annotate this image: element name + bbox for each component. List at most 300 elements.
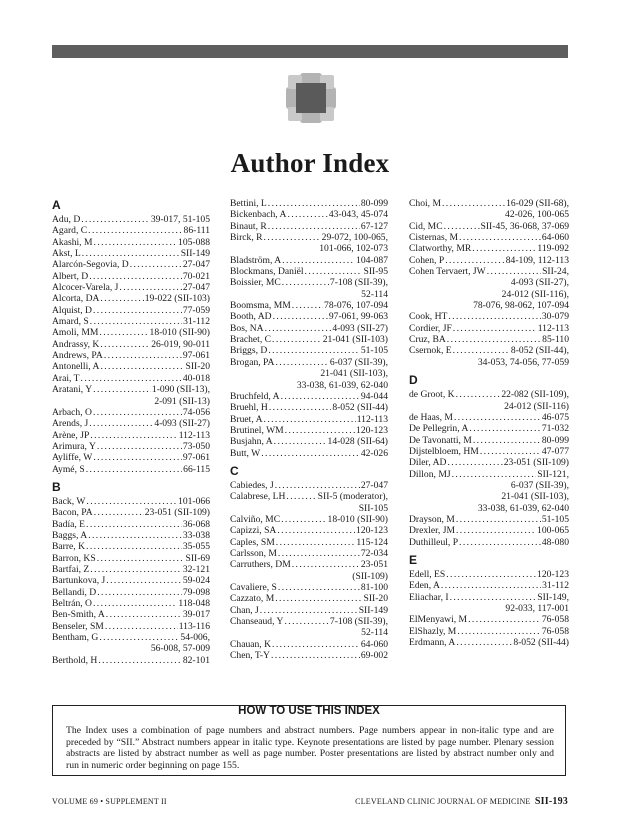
page-references: 19-022 (SII-103) (144, 293, 210, 305)
page-references: 8-052 (SII-44) (332, 402, 388, 414)
page-references: 85-110 (542, 334, 569, 346)
index-column-1 (52, 198, 210, 666)
leader-dots (459, 232, 541, 243)
leader-dots (487, 266, 541, 277)
leader-dots (94, 507, 144, 518)
author-name: Cavaliere, S (230, 582, 277, 593)
index-entry (409, 334, 569, 345)
leader-dots (105, 621, 178, 632)
index-entry (409, 446, 569, 457)
page-references: 46-075 (541, 411, 569, 423)
how-to-use-text: The Index uses a combination of page numbers and abstract numbers. Page numbers appear in non-italic type and are preceded by “SII.” Abstract numbers appear in italic type. Keynote presentations are listed by page number. Plenary session abstracts are listed by abstract number as well as page number. Poster presentations are listed by abstract number only and run in numeric order beginning on page 155. (66, 725, 554, 771)
index-entry (230, 255, 388, 266)
author-name: Boissier, MC (230, 277, 281, 289)
author-name: Cordier, JF (409, 322, 452, 334)
page-references: 73-050 (182, 440, 210, 452)
footer-page-number: SII-193 (534, 796, 568, 807)
author-name: De Tavonatti, M (409, 434, 472, 446)
section-letter: B (52, 479, 61, 494)
leader-dots (285, 425, 355, 436)
leader-dots (130, 259, 182, 270)
section-letter: A (52, 198, 61, 212)
page-references: 31-112 (542, 580, 569, 592)
author-name: Cisternas, M (409, 232, 459, 244)
author-name: Ben-Smith, A (52, 609, 105, 621)
index-entry (230, 593, 388, 604)
page-references-continued: (SII-109) (352, 570, 388, 582)
leader-dots (447, 457, 502, 468)
page-references: 70-021 (182, 270, 210, 282)
index-entry (230, 391, 388, 402)
author-name: Agard, C (52, 225, 88, 237)
index-entry (52, 373, 210, 384)
index-entry (409, 457, 569, 468)
footer-journal (355, 796, 568, 807)
index-entry (52, 305, 210, 316)
author-name: ElShazly, M (409, 625, 457, 637)
page-references: 100-065 (537, 525, 569, 537)
page-references: 101-066 (178, 495, 210, 507)
author-name: Akst, L (52, 248, 81, 260)
author-name: Dillon, MJ (409, 468, 451, 480)
author-name: Bacon, PA (52, 507, 93, 519)
page-references: 8-052 (SII-44), (510, 345, 569, 357)
author-name: Choi, M (409, 198, 441, 209)
author-name: Dijstelbloem, HM (409, 445, 479, 457)
index-entry (230, 414, 388, 425)
index-entry (409, 412, 569, 423)
leader-dots (275, 593, 362, 604)
index-entry (52, 655, 210, 666)
author-name: Chen, T-Y (230, 650, 270, 662)
author-name: de Groot, K (409, 389, 455, 401)
leader-dots (86, 496, 177, 507)
leader-dots (453, 323, 537, 334)
page-references: 23-051 (SII-109) (144, 507, 210, 519)
author-name: Clatworthy, MR (409, 243, 472, 255)
author-name: Amard, S (52, 316, 89, 328)
page-references: 33-038 (182, 529, 210, 541)
index-entry (52, 575, 210, 586)
page-references-continued: 33-038, 61-039, 62-040 (296, 379, 388, 391)
author-name: Baggs, A (52, 529, 88, 541)
page-references: 78-076, 107-094 (324, 300, 388, 312)
index-entry (52, 225, 210, 236)
author-name: Ayliffe, W (52, 452, 93, 464)
page-references: 23-051 (SII-109) (503, 457, 569, 469)
leader-dots (89, 271, 182, 282)
author-name: Barre, K (52, 541, 86, 553)
author-name: Arbach, O (52, 406, 92, 418)
leader-dots (277, 525, 355, 536)
page-references: 16-029 (SII-68), (506, 198, 569, 209)
page-references: 51-105 (360, 345, 388, 357)
index-entry (230, 650, 388, 661)
page-references: 8-052 (SII-44) (513, 637, 569, 649)
page-references: 119-092 (537, 243, 569, 255)
page-references: 35-055 (182, 541, 210, 553)
author-name: Berthold, H (52, 654, 98, 666)
page-references: 72-034 (360, 547, 388, 559)
author-name: Capizzi, SA (230, 525, 277, 537)
author-name: Bos, NA (230, 322, 264, 334)
author-name: Boomsma, MM (230, 300, 291, 312)
index-entry (409, 469, 569, 480)
author-name: Butt, W (230, 447, 261, 459)
author-name: Arène, JP (52, 429, 90, 441)
index-entry (230, 616, 388, 627)
leader-dots (268, 198, 360, 209)
leader-dots (100, 339, 150, 350)
page-references: SII-149 (180, 248, 210, 260)
author-name: De Pellegrin, A (409, 423, 469, 435)
footer-volume: VOLUME 69 • SUPPLEMENT II (52, 797, 167, 806)
page-references: 80-099 (541, 434, 569, 446)
leader-dots (81, 373, 182, 384)
leader-dots (286, 491, 316, 502)
page-references: SII-121, (537, 468, 569, 480)
index-entry (409, 592, 569, 603)
page-references: 112-113 (178, 429, 210, 441)
page-references: 84-109, 112-113 (505, 254, 569, 266)
page-references: 74-056 (182, 406, 210, 418)
page-references: 76-058 (541, 614, 569, 626)
leader-dots (82, 248, 180, 259)
author-name: Alquist, D (52, 304, 92, 316)
index-entry (52, 214, 210, 225)
leader-dots (104, 350, 182, 361)
leader-dots (472, 243, 536, 254)
author-name: Drexler, JM (409, 525, 455, 537)
page-references: 29-072, 100-065, (321, 232, 388, 244)
author-name: Alcorta, DA (52, 293, 100, 305)
page-references-continued: SII-105 (358, 502, 388, 514)
author-name: Chanseaud, Y (230, 616, 284, 628)
index-entry (409, 255, 569, 266)
page-references-continued: 52-114 (361, 627, 388, 639)
index-entry (52, 237, 210, 248)
leader-dots (457, 626, 540, 637)
leader-dots (452, 469, 537, 480)
index-entry (230, 639, 388, 650)
index-entry (409, 232, 569, 243)
index-entry (409, 266, 569, 277)
index-entry (230, 198, 388, 209)
index-entry (230, 311, 388, 322)
index-entry (409, 614, 569, 625)
author-name: Alcocer-Varela, J (52, 282, 119, 294)
leader-dots (97, 553, 185, 564)
index-entry (230, 436, 388, 447)
page-references-continued: 52-114 (361, 288, 388, 300)
index-entry (409, 580, 569, 591)
leader-dots (456, 637, 512, 648)
page-references: 115-124 (356, 536, 388, 548)
page-references: 40-018 (182, 372, 210, 384)
index-entry (230, 345, 388, 356)
index-entry (52, 632, 210, 643)
page-references: 23-051 (360, 559, 388, 571)
leader-dots (442, 198, 505, 209)
leader-dots (276, 537, 356, 548)
index-entry (230, 402, 388, 413)
index-entry (409, 525, 569, 536)
leader-dots (100, 361, 184, 372)
page-references: 66-115 (183, 463, 210, 475)
page-references-continued: 21-041 (SII-103), (501, 491, 569, 503)
leader-dots (278, 548, 360, 559)
page-references: 39-017 (182, 609, 210, 621)
index-entry (52, 496, 210, 507)
author-name: Calviño, MC (230, 513, 281, 525)
page-title: Author Index (230, 148, 390, 178)
page-references: 120-123 (356, 424, 388, 436)
author-name: Bartunkova, J (52, 575, 106, 587)
page-references: SII-5 (moderator), (317, 491, 388, 503)
author-name: Beltrán, O (52, 598, 92, 609)
author-name: Bartfai, Z (52, 563, 90, 575)
page-references: 1-090 (SII-13), (151, 384, 210, 396)
page-references-continued: 34-053, 74-056, 77-059 (477, 356, 569, 368)
index-entry (230, 491, 388, 502)
index-entry (230, 525, 388, 536)
leader-dots (278, 582, 360, 593)
page-references: 97-061 (182, 350, 210, 362)
author-name: Brutinel, WM (230, 424, 284, 436)
leader-dots (445, 255, 505, 266)
footer-journal-name: CLEVELAND CLINIC JOURNAL OF MEDICINE (355, 797, 531, 806)
index-entry (409, 626, 569, 637)
leader-dots (282, 255, 355, 266)
author-name: Bladström, A (230, 254, 282, 266)
author-name: Busjahn, A (230, 436, 273, 448)
index-entry (230, 514, 388, 525)
page-references: 94-044 (360, 390, 388, 402)
author-name: Albert, D (52, 270, 89, 282)
page-references: 81-100 (360, 582, 388, 593)
page-references: 54-006, (180, 632, 210, 644)
leader-dots (272, 639, 360, 650)
leader-dots (264, 414, 356, 425)
index-entry (409, 198, 569, 209)
page-references-continued: 78-076, 98-062, 107-094 (473, 300, 569, 312)
section-letter: D (409, 373, 418, 388)
author-name: Bentham, G (52, 632, 99, 644)
author-name: Cid, MC (409, 220, 443, 232)
page-references: 47-077 (541, 445, 569, 457)
index-entry (52, 271, 210, 282)
index-entry (52, 339, 210, 350)
page-references-continued: 56-008, 57-009 (150, 643, 210, 655)
leader-dots (268, 221, 360, 232)
index-entry (52, 452, 210, 463)
author-name: Bickenbach, A (230, 209, 287, 221)
page-references: 59-024 (182, 575, 210, 587)
author-name: Csernok, E (409, 345, 452, 357)
leader-dots (90, 316, 182, 327)
index-entry (409, 389, 569, 400)
page-references: 7-108 (SII-39), (329, 277, 388, 289)
author-name: Adu, D (52, 214, 81, 225)
index-entry (52, 327, 210, 338)
leader-dots (265, 323, 332, 334)
page-references: 112-113 (537, 322, 569, 334)
index-entry (230, 605, 388, 616)
page-references: 64-060 (360, 638, 388, 650)
author-name: Benseler, SM (52, 620, 104, 632)
author-name: de Haas, M (409, 411, 453, 423)
author-name: Bettini, L (230, 198, 267, 209)
index-entry (230, 559, 388, 570)
index-entry (409, 637, 569, 648)
page-references: SII-95 (363, 266, 388, 278)
author-name: Cazzato, M (230, 593, 275, 605)
how-to-use-title: HOW TO USE THIS INDEX (238, 705, 380, 717)
page-references: 112-113 (356, 413, 388, 425)
index-entry (409, 323, 569, 334)
leader-dots (282, 277, 329, 288)
page-references: 6-037 (SII-39), (329, 356, 388, 368)
author-name: Amoli, MM (52, 327, 99, 339)
leader-dots (93, 598, 177, 609)
index-entry (52, 519, 210, 530)
leader-dots (93, 384, 151, 395)
index-entry (52, 248, 210, 259)
section-letter: E (409, 552, 418, 567)
leader-dots (90, 430, 177, 441)
leader-dots (468, 614, 541, 625)
author-name: Bruet, A (230, 413, 263, 425)
author-name: Eden, A (409, 580, 440, 592)
index-entry (409, 514, 569, 525)
page-references: 18-010 (SII-90) (149, 327, 210, 339)
page-references-continued: 33-038, 61-039, 62-040 (477, 502, 569, 514)
leader-dots (86, 519, 182, 530)
page-references: 27-047 (360, 479, 388, 491)
leader-dots (454, 412, 541, 423)
page-references: 39-017, 51-105 (150, 214, 210, 225)
page-references: 21-041 (SII-103) (322, 334, 388, 346)
leader-dots (456, 514, 541, 525)
index-entry (52, 530, 210, 541)
index-entry (230, 537, 388, 548)
author-name: Binaut, R (230, 220, 267, 232)
index-entry (52, 564, 210, 575)
index-entry (52, 441, 210, 452)
index-entry (230, 548, 388, 559)
page-references: 18-010 (SII-90) (327, 513, 388, 525)
page-references: SII-149 (358, 604, 388, 616)
author-name: Calabrese, LH (230, 491, 286, 503)
author-name: Aratani, Y (52, 384, 93, 396)
author-name: Cruz, BA (409, 334, 446, 346)
index-entry (52, 609, 210, 620)
leader-dots (453, 345, 510, 356)
page-references: 42-026 (360, 447, 388, 459)
author-name: Carruthers, DM (230, 559, 291, 571)
author-name: Duthilleul, P (409, 536, 459, 548)
page-references: 4-093 (SII-27) (332, 322, 388, 334)
index-entry (409, 435, 569, 446)
page-references: 80-099 (360, 198, 388, 209)
author-name: Bruchfeld, A (230, 390, 280, 402)
leader-dots (446, 569, 536, 580)
author-name: Arends, J (52, 418, 89, 430)
page-references-continued: 42-026, 100-065 (505, 209, 569, 221)
page-references: 30-079 (541, 311, 569, 323)
author-name: Cohen, P (409, 254, 445, 266)
leader-dots (97, 441, 182, 452)
leader-dots (441, 580, 541, 591)
page-references-continued: 101-066, 102-073 (319, 243, 388, 255)
author-name: Caples, SM (230, 536, 275, 548)
leader-dots (275, 357, 328, 368)
page-references: 86-111 (183, 225, 210, 237)
author-name: Drayson, M (409, 513, 455, 525)
page-references: 97-061 (182, 452, 210, 464)
author-name: Birck, R (230, 232, 263, 244)
leader-dots (444, 221, 480, 232)
leader-dots (106, 575, 182, 586)
page-references: 79-098 (182, 586, 210, 598)
author-name: Badía, E (52, 518, 86, 530)
leader-dots (269, 402, 331, 413)
page-references: 22-082 (SII-109), (501, 389, 569, 401)
page-references: SII-69 (185, 552, 210, 564)
index-entry (52, 407, 210, 418)
index-entry (230, 221, 388, 232)
leader-dots (447, 334, 541, 345)
index-entry (52, 507, 210, 518)
author-name: Booth, AD (230, 311, 272, 323)
page-references: 48-080 (541, 536, 569, 548)
author-name: ElMenyawi, M (409, 614, 468, 626)
page-references: 36-068 (182, 518, 210, 530)
page-references: SII-45, 36-068, 37-069 (480, 220, 569, 232)
leader-dots (81, 214, 150, 225)
leader-dots (473, 435, 541, 446)
index-entry (52, 464, 210, 475)
index-entry (52, 361, 210, 372)
index-entry (409, 221, 569, 232)
page-references-continued: 2-091 (SII-13) (154, 395, 210, 407)
leader-dots (264, 232, 321, 243)
leader-dots (268, 345, 360, 356)
index-column-2 (230, 198, 388, 661)
page-references: 14-028 (SII-64) (327, 436, 388, 448)
index-entry (52, 350, 210, 361)
leader-dots (119, 282, 181, 293)
index-entry (409, 345, 569, 356)
page-references: 51-105 (541, 513, 569, 525)
page-references-continued: 24-012 (SII-116), (501, 288, 569, 300)
author-name: Antonelli, A (52, 361, 100, 373)
leader-dots (94, 237, 178, 248)
leader-dots (275, 480, 360, 491)
leader-dots (86, 464, 182, 475)
page-references: 104-087 (356, 254, 388, 266)
page-references: 7-108 (SII-39), (329, 616, 388, 628)
page-references: 32-121 (182, 563, 210, 575)
author-name: Diler, AD (409, 457, 447, 469)
index-entry (230, 232, 388, 243)
author-name: Briggs, D (230, 345, 268, 357)
leader-dots (100, 293, 143, 304)
leader-dots (456, 525, 536, 536)
index-entry (52, 316, 210, 327)
page-references: 27-047 (182, 259, 210, 271)
leader-dots (99, 632, 179, 643)
